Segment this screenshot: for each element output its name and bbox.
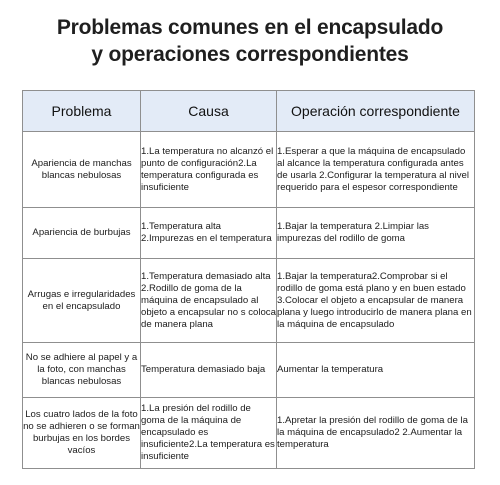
header-problema: Problema xyxy=(23,91,141,132)
table-row xyxy=(23,259,475,343)
cell-operacion: 1.Apretar la presión del rodillo de goma de la la máquina de encapsulado2 2.Aumentar la temperatura xyxy=(277,398,475,469)
cell-problema: Apariencia de burbujas xyxy=(23,208,141,259)
table-row xyxy=(23,343,475,398)
table-row xyxy=(23,208,475,259)
cell-problema: Arrugas e irregularidades en el encapsulado xyxy=(23,259,141,343)
cell-operacion: 1.Bajar la temperatura 2.Limpiar las impurezas del rodillo de goma xyxy=(277,208,475,259)
header-operacion: Operación correspondiente xyxy=(277,91,475,132)
cell-problema: Apariencia de manchas blancas nebulosas xyxy=(23,132,141,208)
cell-operacion: 1.Esperar a que la máquina de encapsulado al alcance la temperatura configurada antes de usarla 2.Configurar la temperatura al nivel requerido para el espesor correspondiente xyxy=(277,132,475,208)
title-line-2: y operaciones correspondientes xyxy=(91,43,409,66)
cell-causa: Temperatura demasiado baja xyxy=(141,343,277,398)
cell-causa: 1.Temperatura demasiado alta 2.Rodillo de goma de la máquina de encapsulado al objeto a encapsular no s coloca de manera plana xyxy=(141,259,277,343)
table-row xyxy=(23,132,475,208)
cell-causa: 1.Temperatura alta 2.Impurezas en el temperatura xyxy=(141,208,277,259)
title-line-1: Problemas comunes en el encapsulado xyxy=(56,16,444,39)
cell-problema: No se adhiere al papel y a la foto, con manchas blancas nebulosas xyxy=(23,343,141,398)
cell-causa: 1.La presión del rodillo de goma de la máquina de encapsulado es insuficiente2.La temperatura es insuficiente xyxy=(141,398,277,469)
cell-causa: 1.La temperatura no alcanzó el punto de configuración2.La temperatura configurada es insuficiente xyxy=(141,132,277,208)
header-causa: Causa xyxy=(141,91,277,132)
problems-table xyxy=(22,90,475,469)
cell-operacion: Aumentar la temperatura xyxy=(277,343,475,398)
cell-problema: Los cuatro lados de la foto no se adhieren o se forman burbujas en los bordes vacíos xyxy=(23,398,141,469)
table-row xyxy=(23,398,475,469)
page-title xyxy=(0,14,500,68)
cell-operacion: 1.Bajar la temperatura2.Comprobar si el rodillo de goma está plano y en buen estado 3.Colocar el objeto a encapsular de manera plana y luego introducirlo de manera plana en la máquina de encapsulado xyxy=(277,259,475,343)
table-header-row xyxy=(23,91,475,132)
